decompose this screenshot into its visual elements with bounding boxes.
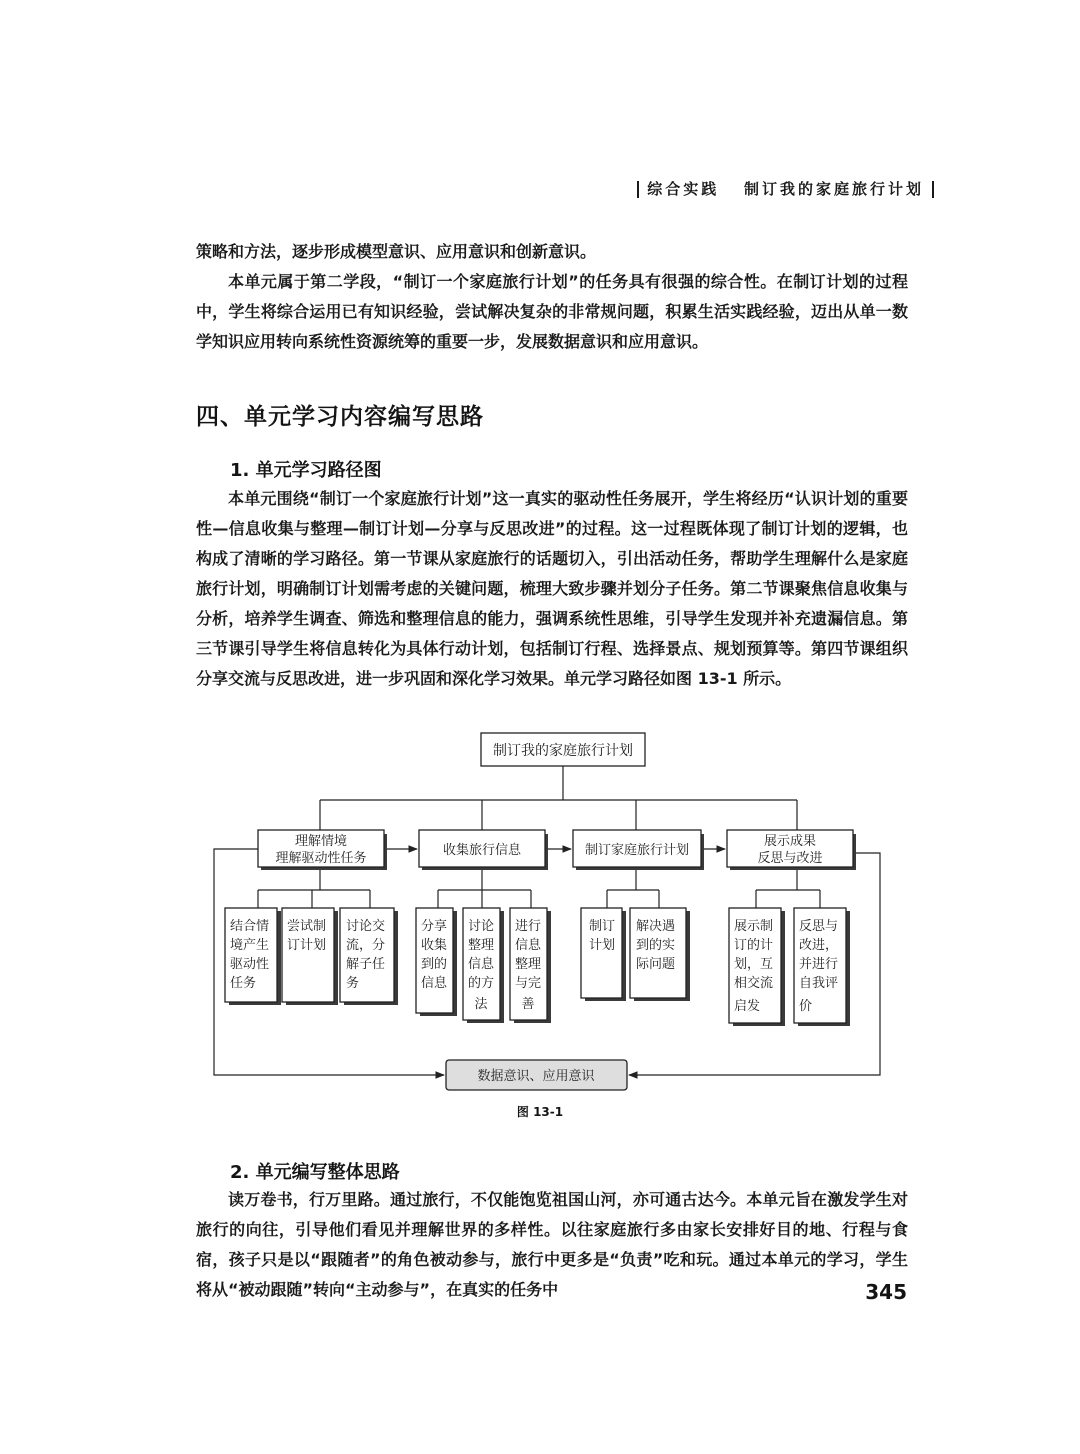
- leaf-9-line-5: 启发: [734, 999, 761, 1014]
- leaf-1-line-1: 结合情: [230, 919, 270, 934]
- subheading-learning-path: 1. 单元学习路径图: [230, 460, 382, 481]
- leaf-9-line-3: 划，互: [734, 957, 774, 972]
- leaf-10-line-1: 反思与: [799, 919, 839, 934]
- leaf-4-line-2: 收集: [420, 938, 448, 953]
- leaf-10-line-2: 改进，: [799, 938, 839, 953]
- leaf-2-line-1: 尝试制: [287, 919, 327, 934]
- leaf-9-line-4: 相交流: [734, 976, 774, 991]
- leaf-node-6: [510, 908, 551, 1023]
- leaf-7-line-1: 制订: [588, 919, 616, 934]
- header-section: 综合实践: [647, 180, 720, 198]
- leaf-10-line-3: 并进行: [799, 957, 839, 972]
- paragraph-4: 读万卷书，行万里路。通过旅行，不仅能饱览祖国山河，亦可通古达今。本单元旨在激发学生对旅行的向往，引导他们看见并理解世界的多样性。以往家庭旅行多由家长安排好目的地、行程与食宿，孩子只是以“跟随者”的角色被动参与，旅行中更多是“负责”吃和玩。通过本单元的学习，学生将从“被动跟随”转向“主动参与”，在真实的任务中: [196, 1190, 908, 1299]
- leaf-node-4: [416, 908, 457, 1016]
- stage-1-line-2: 理解驱动性任务: [275, 851, 367, 866]
- leaf-8-line-3: 际问题: [636, 957, 676, 972]
- leaf-node-5: [463, 908, 504, 1023]
- leaf-1-line-2: 境产生: [230, 938, 270, 953]
- leaf-node-10: [794, 908, 850, 1026]
- leaf-5-line-2: 整理: [467, 938, 495, 953]
- leaf-node-3: [340, 908, 398, 1005]
- leaf-node-1: [225, 908, 281, 1005]
- leaf-6-line-5: 善: [521, 997, 535, 1012]
- leaf-8-line-2: 到的实: [636, 938, 676, 953]
- outcome-node: [446, 1060, 627, 1090]
- leaf-9-line-2: 订的计: [734, 938, 774, 953]
- subheading-overall-approach: 2. 单元编写整体思路: [230, 1162, 400, 1183]
- leaf-4-line-1: 分享: [420, 919, 448, 934]
- leaf-4-line-4: 信息: [420, 976, 448, 991]
- leaf-6-line-4: 与完: [514, 976, 542, 991]
- leaf-5-line-3: 信息: [467, 957, 495, 972]
- stage-node-2: [419, 830, 548, 870]
- leaf-3-line-2: 流，分: [346, 938, 386, 953]
- leaf-3-line-3: 解子任: [346, 957, 386, 972]
- leaf-10-line-5: 价: [799, 999, 813, 1014]
- leaf-6-line-3: 整理: [514, 957, 542, 972]
- leaf-1-line-4: 任务: [230, 976, 257, 991]
- leaf-5-line-4: 的方: [467, 976, 495, 991]
- section-heading: 四、单元学习内容编写思路: [196, 404, 484, 430]
- leaf-7-line-2: 计划: [588, 938, 616, 953]
- leaf-5-line-5: 法: [474, 997, 488, 1012]
- stage-4-line-1: 展示成果: [763, 834, 817, 849]
- stage-node-3: [573, 830, 704, 870]
- leaf-6-line-1: 进行: [514, 919, 542, 934]
- leaf-3-line-4: 务: [346, 976, 360, 991]
- leaf-node-7: [581, 908, 626, 1001]
- stage-node-4: [727, 830, 856, 870]
- header-title: 制订我的家庭旅行计划: [743, 180, 924, 198]
- leaf-2-line-2: 订计划: [287, 938, 327, 953]
- stage-1-line-1: 理解情境: [294, 834, 348, 849]
- leaf-node-8: [630, 908, 690, 1001]
- stage-2-line-1: 收集旅行信息: [442, 843, 522, 858]
- leaf-5-line-1: 讨论: [467, 919, 495, 934]
- leaf-8-line-1: 解决遇: [636, 919, 676, 934]
- leaf-9-line-1: 展示制: [734, 919, 774, 934]
- figure-caption: 图 13-1: [516, 1105, 564, 1119]
- leaf-node-9: [729, 908, 785, 1026]
- page-number: 345: [865, 1280, 907, 1304]
- leaf-node-2: [282, 908, 338, 1005]
- paragraph-2: 本单元属于第二学段，“制订一个家庭旅行计划”的任务具有很强的综合性。在制订计划的过程中，学生将综合运用已有知识经验，尝试解决复杂的非常规问题，积累生活实践经验，迈出从单一数学知识应用转向系统性资源统筹的重要一步，发展数据意识和应用意识。: [196, 272, 908, 351]
- outcome-label: 数据意识、应用意识: [477, 1069, 595, 1084]
- leaf-6-line-2: 信息: [514, 938, 542, 953]
- leaf-3-line-1: 讨论交: [346, 919, 386, 934]
- leaf-1-line-3: 驱动性: [230, 957, 270, 972]
- paragraph-3: 本单元围绕“制订一个家庭旅行计划”这一真实的驱动性任务展开，学生将经历“认识计划的重要性—信息收集与整理—制订计划—分享与反思改进”的过程。这一过程既体现了制订计划的逻辑，也构成了清晰的学习路径。第一节课从家庭旅行的话题切入，引出活动任务，帮助学生理解什么是家庭旅行计划，明确制订计划需考虑的关键问题，梳理大致步骤并划分子任务。第二节课聚焦信息收集与分析，培养学生调查、筛选和整理信息的能力，强调系统性思维，引导学生发现并补充遗漏信息。第三节课引导学生将信息转化为具体行动计划，包括制订行程、选择景点、规划预算等。第四节课组织分享交流与反思改进，进一步巩固和深化学习效果。单元学习路径如图 13-1 所示。: [196, 489, 908, 688]
- leaf-4-line-3: 到的: [420, 957, 448, 972]
- paragraph-1: 策略和方法，逐步形成模型意识、应用意识和创新意识。: [196, 242, 597, 261]
- root-label: 制订我的家庭旅行计划: [493, 743, 633, 759]
- stage-node-1: [258, 830, 387, 870]
- stage-4-line-2: 反思与改进: [757, 851, 823, 866]
- leaf-10-line-4: 自我评: [799, 976, 839, 991]
- stage-3-line-1: 制订家庭旅行计划: [584, 843, 690, 858]
- root-node: [481, 733, 645, 766]
